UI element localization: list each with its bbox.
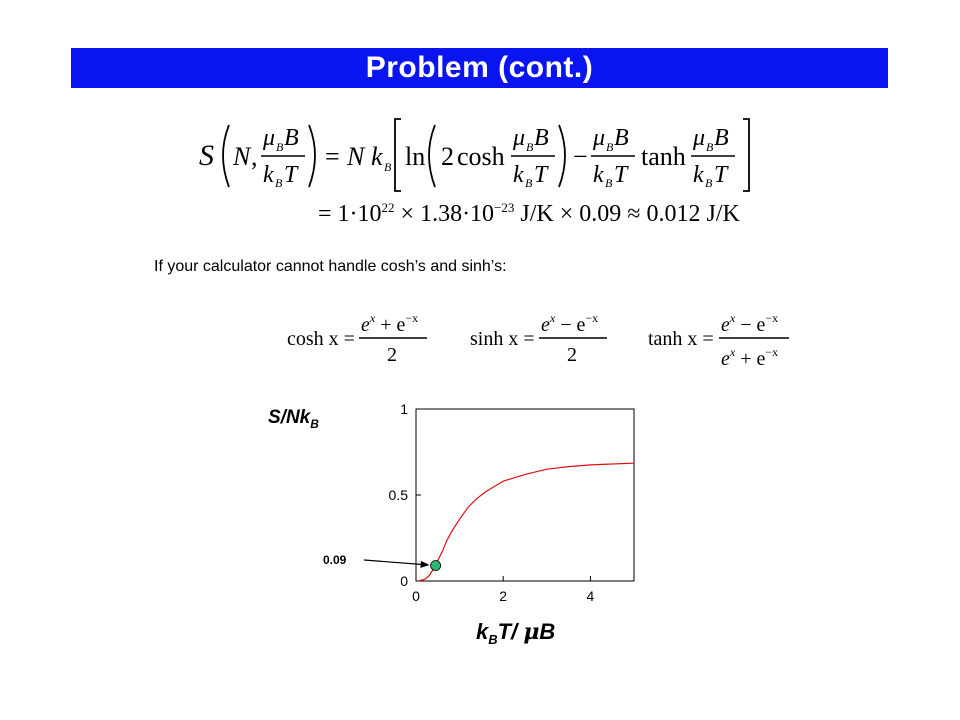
numeric-result xyxy=(318,200,740,228)
cosh-num: $e^x + e^{-x}$ xyxy=(361,311,419,336)
eq-frac1-den-sub: B xyxy=(275,176,283,190)
chart-xlabel: $k_BT/$ μB xyxy=(476,619,556,647)
eq-frac2-num-mu: μ xyxy=(513,125,526,151)
eq-frac3-num-sub: B xyxy=(606,140,614,154)
eq-frac2-num-b: B xyxy=(534,125,549,151)
eq-cosh: cosh xyxy=(457,142,505,171)
entropy-equation xyxy=(195,115,755,195)
tanh-den: $e^x + e^{-x}$ xyxy=(721,345,779,370)
calculator-note: If your calculator cannot handle cosh’s and sinh’s: xyxy=(154,258,507,275)
chart-x-ticks xyxy=(412,576,594,604)
y-tick-label: 1 xyxy=(400,401,408,417)
eq-bracket-right xyxy=(743,119,749,191)
eq-equals: = xyxy=(325,142,340,171)
eq-kb-k: k xyxy=(371,142,383,171)
x-tick-label: 4 xyxy=(586,588,595,604)
sinh-den: 2 xyxy=(567,344,577,366)
eq-frac2-den-sub: B xyxy=(525,176,533,190)
eq-n: N xyxy=(233,142,251,171)
slide-title: Problem (cont.) xyxy=(365,51,594,84)
x-tick-label: 2 xyxy=(499,588,508,604)
eq-frac1-num-sub: B xyxy=(276,140,284,154)
numeric-c: J/K × 0.09 ≈ 0.012 J/K xyxy=(514,201,740,227)
marker-point xyxy=(431,561,441,571)
eq-frac1-num-mu: μ xyxy=(263,125,276,151)
x-tick-label: 0 xyxy=(412,588,420,604)
eq-n2: N xyxy=(347,142,365,171)
sinh-num: $e^x - e^{-x}$ xyxy=(541,311,599,336)
chart-plot-frame xyxy=(416,409,634,581)
cosh-den: 2 xyxy=(387,344,397,366)
eq-frac2-den-k: k xyxy=(513,162,524,188)
eq-frac3-num-mu: μ xyxy=(593,125,606,151)
eq-frac4-num-b: B xyxy=(714,125,729,151)
eq-frac3-num-b: B xyxy=(614,125,629,151)
numeric-b: × 1.38·10 xyxy=(394,201,495,227)
tanh-lhs: tanh x = xyxy=(648,328,714,350)
title-bar xyxy=(71,48,888,88)
eq-frac3-den-sub: B xyxy=(605,176,613,190)
eq-paren-right-2 xyxy=(559,125,565,187)
y-tick-label: 0.5 xyxy=(388,487,408,503)
eq-two: 2 xyxy=(441,142,454,171)
cosh-lhs: cosh x = xyxy=(287,328,355,350)
numeric-exp-b: −23 xyxy=(494,200,515,215)
eq-frac4-den-k: k xyxy=(693,162,704,188)
eq-bracket-left xyxy=(395,119,401,191)
eq-comma: , xyxy=(251,142,258,171)
marker-arrowhead xyxy=(420,561,429,568)
chart-ylabel: $S/Nk_B$ xyxy=(268,407,319,431)
eq-frac3-den-t: T xyxy=(614,162,628,188)
numeric-a: = 1·10 xyxy=(318,201,382,227)
tanh-num: $e^x - e^{-x}$ xyxy=(721,311,779,336)
eq-s: S xyxy=(199,139,214,172)
eq-paren-left-1 xyxy=(223,125,229,187)
entropy-chart xyxy=(268,395,660,655)
marker-arrow xyxy=(364,560,424,565)
eq-minus: − xyxy=(573,142,588,171)
eq-frac1-den-t: T xyxy=(284,162,298,188)
numeric-exp-a: 22 xyxy=(381,200,395,215)
eq-paren-right-1 xyxy=(309,125,315,187)
eq-kb-sub: B xyxy=(384,160,392,174)
eq-paren-left-2 xyxy=(429,125,435,187)
hyperbolic-definitions xyxy=(285,305,805,375)
eq-tanh: tanh xyxy=(641,142,686,171)
eq-frac4-den-t: T xyxy=(714,162,728,188)
eq-frac1-den-k: k xyxy=(263,162,274,188)
eq-frac2-den-t: T xyxy=(534,162,548,188)
eq-ln: ln xyxy=(405,142,426,171)
y-tick-label: 0 xyxy=(400,573,408,589)
eq-frac2-num-sub: B xyxy=(526,140,534,154)
eq-frac3-den-k: k xyxy=(593,162,604,188)
eq-frac4-num-mu: μ xyxy=(693,125,706,151)
marker-label: 0.09 xyxy=(323,553,347,567)
eq-frac4-num-sub: B xyxy=(706,140,714,154)
eq-frac1-num-b: B xyxy=(284,125,299,151)
eq-frac4-den-sub: B xyxy=(705,176,713,190)
entropy-curve xyxy=(418,463,634,581)
sinh-lhs: sinh x = xyxy=(470,328,535,350)
